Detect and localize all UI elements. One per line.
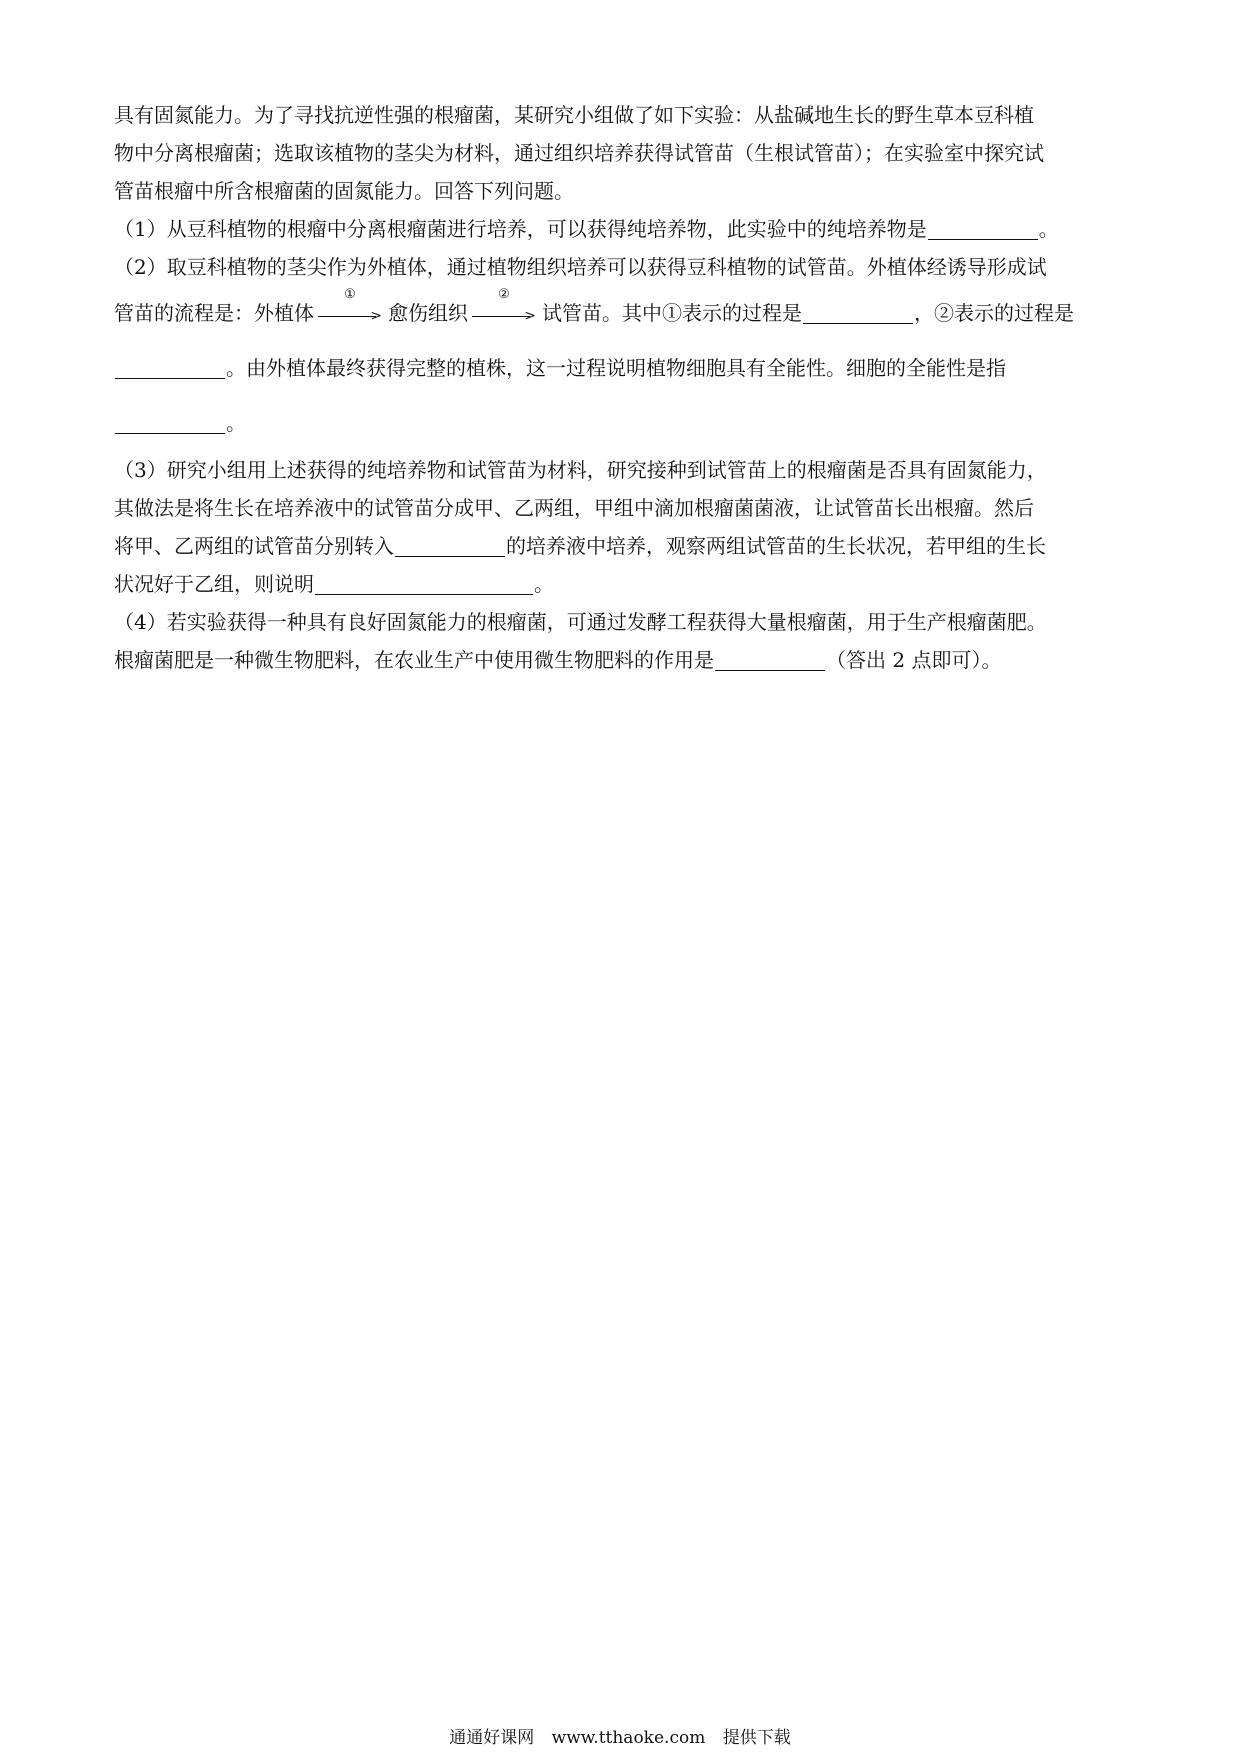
question-1 (114, 210, 1134, 248)
q2-step-2-text: ，②表示的过程是 (914, 301, 1074, 325)
question-3-line-4 (114, 565, 1134, 603)
q3-conclusion-text: 状况好于乙组，则说明 (114, 572, 314, 596)
footer-url[interactable]: www.tthaoke.com (551, 1728, 706, 1748)
footer-site-name: 通通好课网 (449, 1728, 535, 1748)
question-4-line-2 (114, 641, 1134, 679)
q2-flow-start: 管苗的流程是：外植体 (114, 301, 314, 325)
question-3-line-2: 其做法是将生长在培养液中的试管苗分成甲、乙两组，甲组中滴加根瘤菌菌液，让试管苗长出根瘤。然后 (114, 496, 1034, 520)
footer-suffix: 提供下载 (722, 1728, 791, 1748)
flow-step-1-label: ① (344, 287, 356, 302)
question-3-line-1: （3）研究小组用上述获得的纯培养物和试管苗为材料，研究接种到试管苗上的根瘤菌是否具有固氮能力， (114, 458, 1047, 482)
arrow-right-icon: > (524, 308, 536, 324)
q4-fertilizer-text: 根瘤菌肥是一种微生物肥料，在农业生产中使用微生物肥料的作用是 (114, 648, 714, 672)
q3-end: 。 (534, 572, 554, 596)
q2-flow-middle: 愈伤组织 (388, 301, 468, 325)
q1-answer-blank[interactable] (928, 217, 1038, 240)
q4-answer-blank[interactable] (715, 648, 825, 671)
intro-line-1: 具有固氮能力。为了寻找抗逆性强的根瘤菌，某研究小组做了如下实验：从盐碱地生长的野生草本豆科植 (114, 103, 1034, 127)
q1-text: （1）从豆科植物的根瘤中分离根瘤菌进行培养，可以获得纯培养物，此实验中的纯培养物是 (114, 217, 927, 241)
q2-end: 。 (226, 411, 246, 435)
q3-transfer-text: 将甲、乙两组的试管苗分别转入 (114, 534, 394, 558)
question-2-line-4 (114, 396, 1134, 451)
q2-step-2-blank[interactable] (115, 356, 225, 379)
question-2-line-2 (114, 286, 1134, 341)
question-3-line-3 (114, 527, 1134, 565)
q2-flow-end: 试管苗。其中①表示的过程是 (542, 301, 802, 325)
q3-medium-blank[interactable] (395, 534, 505, 557)
intro-line-3: 管苗根瘤中所含根瘤菌的固氮能力。回答下列问题。 (114, 179, 574, 203)
question-4-line-1: （4）若实验获得一种具有良好固氮能力的根瘤菌，可通过发酵工程获得大量根瘤菌，用于生产根瘤菌肥。 (114, 610, 1047, 634)
q2-totipotency-blank[interactable] (115, 411, 225, 434)
arrow-right-icon: > (370, 308, 382, 324)
q1-end: 。 (1038, 217, 1059, 241)
q3-observe-text: 的培养液中培养，观察两组试管苗的生长状况，若甲组的生长 (506, 534, 1046, 558)
flow-arrow-2 (472, 287, 536, 324)
q2-step-1-blank[interactable] (803, 301, 913, 324)
question-2-line-1: （2）取豆科植物的茎尖作为外植体，通过植物组织培养可以获得豆科植物的试管苗。外植体经诱导形成试 (114, 255, 1047, 279)
q2-totipotency-text: 。由外植体最终获得完整的植株，这一过程说明植物细胞具有全能性。细胞的全能性是指 (226, 356, 1006, 380)
flow-step-2-label: ② (498, 287, 510, 302)
flow-arrow-1 (318, 287, 382, 324)
q3-conclusion-blank[interactable] (315, 572, 533, 595)
q4-end: （答出 2 点即可）。 (826, 648, 1002, 672)
question-2-line-3 (114, 341, 1134, 396)
question-text (114, 96, 1134, 679)
intro-line-2: 物中分离根瘤菌；选取该植物的茎尖为材料，通过组织培养获得试管苗（生根试管苗）；在实验室中探究试 (114, 141, 1044, 165)
page-footer (0, 1728, 1240, 1748)
